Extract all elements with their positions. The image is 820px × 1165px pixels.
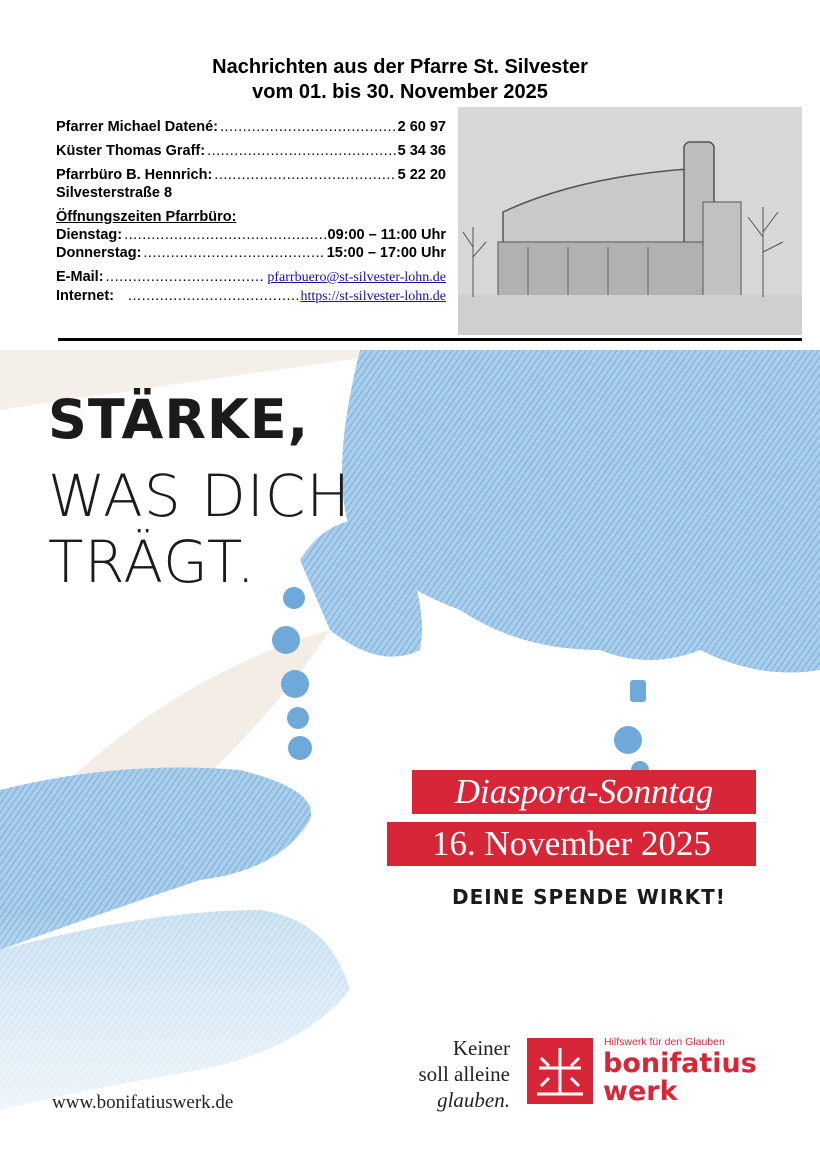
hours-time: 15:00 – 17:00 Uhr <box>326 245 446 261</box>
contact-kuester <box>56 142 446 160</box>
church-illustration <box>458 107 802 335</box>
logo-word-2: werk <box>603 1076 678 1107</box>
email-row <box>56 268 446 287</box>
contact-block <box>56 118 446 306</box>
street-address: Silvesterstraße 8 <box>56 185 173 201</box>
diaspora-poster <box>0 350 820 1165</box>
keiner-line-2: soll alleine <box>418 1062 510 1086</box>
leader-dots <box>124 226 325 244</box>
keiner-line-3: glauben. <box>437 1088 510 1112</box>
spende-slogan: DEINE SPENDE WIRKT! <box>452 885 726 909</box>
kuester-phone: 5 34 36 <box>397 143 446 159</box>
leader-dots <box>207 142 396 160</box>
banner-diaspora-sonntag: Diaspora-Sonntag <box>412 770 756 814</box>
headline-line-1: STÄRKE, <box>48 388 310 451</box>
buero-phone: 5 22 20 <box>397 167 446 183</box>
bonifatius-logo-icon <box>527 1038 593 1104</box>
church-photo <box>458 107 802 335</box>
contact-pfarrer <box>56 118 446 136</box>
internet-link[interactable]: https://st-silvester-lohn.de <box>300 289 446 304</box>
page-subtitle: vom 01. bis 30. November 2025 <box>252 81 548 103</box>
logo-wordmark <box>603 1050 757 1106</box>
hours-heading: Öffnungszeiten Pfarrbüro: <box>56 209 237 225</box>
leader-dots <box>214 166 395 184</box>
divider <box>58 338 802 341</box>
page-title: Nachrichten aus der Pfarre St. Silvester <box>212 56 588 78</box>
email-label: E-Mail: <box>56 269 104 285</box>
website-url[interactable]: www.bonifatiuswerk.de <box>52 1092 234 1113</box>
banner-date: 16. November 2025 <box>387 822 756 866</box>
logo-word-1: bonifatius <box>603 1048 757 1079</box>
hours-time: 09:00 – 11:00 Uhr <box>327 227 446 243</box>
headline-line-2: WAS DICH <box>48 462 351 530</box>
headline-line-3: TRÄGT. <box>48 528 256 596</box>
leader-dots <box>143 244 324 262</box>
keiner-line-1: Keiner <box>452 1036 510 1060</box>
hours-row <box>56 226 446 244</box>
pfarrer-label: Pfarrer Michael Datené: <box>56 119 218 135</box>
pfarrer-phone: 2 60 97 <box>397 119 446 135</box>
keiner-slogan <box>418 1035 510 1113</box>
internet-row <box>56 287 446 306</box>
hours-day: Dienstag: <box>56 227 123 243</box>
leader-dots <box>128 287 298 305</box>
leader-dots <box>106 268 266 286</box>
internet-label: Internet: <box>56 288 114 304</box>
hours-day: Donnerstag: <box>56 245 142 261</box>
kuester-label: Küster Thomas Graff: <box>56 143 206 159</box>
hours-row <box>56 244 446 262</box>
logo-tagline: Hilfswerk für den Glauben <box>604 1036 725 1048</box>
contact-buero <box>56 166 446 184</box>
email-link[interactable]: pfarrbuero@st-silvester-lohn.de <box>267 270 446 285</box>
leader-dots <box>220 118 396 136</box>
buero-label: Pfarrbüro B. Hennrich: <box>56 167 213 183</box>
